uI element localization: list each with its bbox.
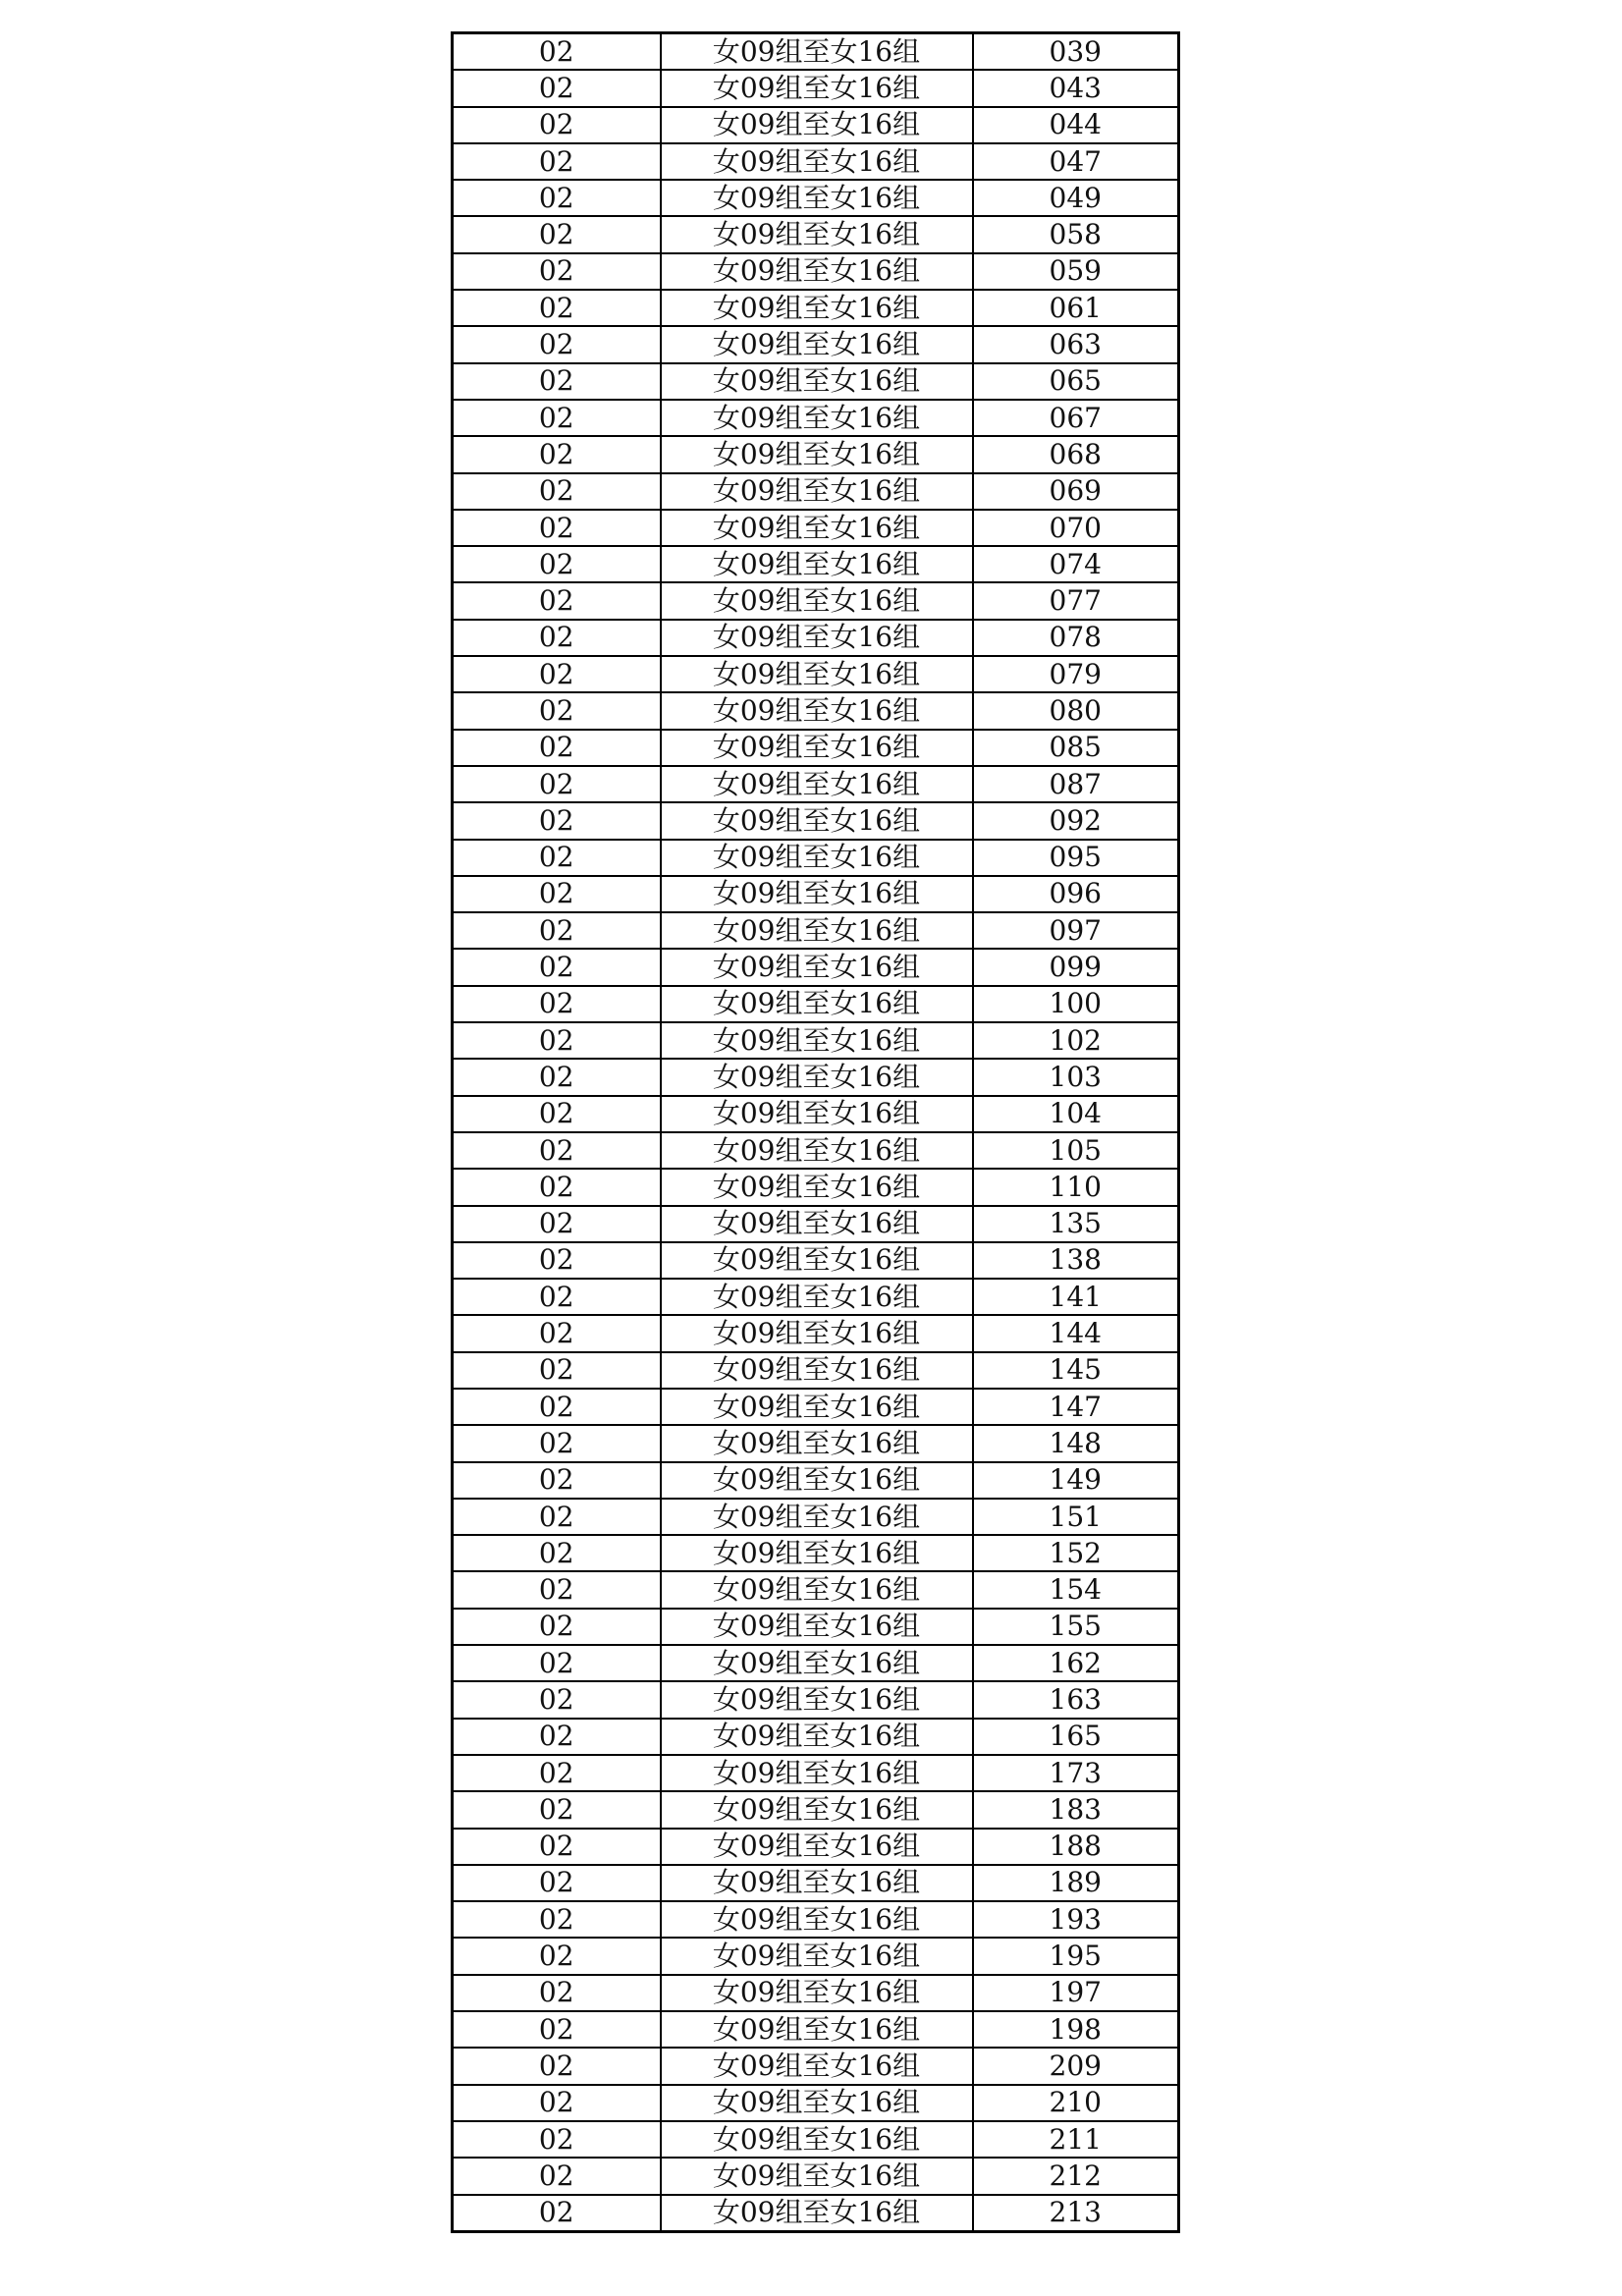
table-row bbox=[453, 33, 1179, 71]
code-cell: 02 bbox=[453, 1242, 661, 1279]
table-row bbox=[453, 1206, 1179, 1242]
code-cell: 02 bbox=[453, 363, 661, 400]
group-cell: 女09组至女16组 bbox=[661, 802, 973, 839]
table-row bbox=[453, 1096, 1179, 1132]
number-cell: 104 bbox=[973, 1096, 1179, 1132]
group-cell: 女09组至女16组 bbox=[661, 620, 973, 656]
table-row bbox=[453, 253, 1179, 290]
table-row bbox=[453, 582, 1179, 619]
number-cell: 103 bbox=[973, 1059, 1179, 1095]
table-row bbox=[453, 510, 1179, 546]
code-cell: 02 bbox=[453, 290, 661, 326]
code-cell: 02 bbox=[453, 400, 661, 436]
code-cell: 02 bbox=[453, 949, 661, 985]
number-cell: 135 bbox=[973, 1206, 1179, 1242]
code-cell: 02 bbox=[453, 1535, 661, 1571]
number-cell: 085 bbox=[973, 730, 1179, 766]
number-cell: 079 bbox=[973, 656, 1179, 692]
number-cell: 154 bbox=[973, 1571, 1179, 1608]
group-cell: 女09组至女16组 bbox=[661, 1169, 973, 1205]
group-cell: 女09组至女16组 bbox=[661, 730, 973, 766]
number-cell: 049 bbox=[973, 180, 1179, 216]
table-row bbox=[453, 1865, 1179, 1901]
code-cell: 02 bbox=[453, 33, 661, 71]
table-row bbox=[453, 143, 1179, 180]
table-row bbox=[453, 1279, 1179, 1315]
code-cell: 02 bbox=[453, 1389, 661, 1425]
table-row bbox=[453, 70, 1179, 106]
code-cell: 02 bbox=[453, 1352, 661, 1389]
code-cell: 02 bbox=[453, 2011, 661, 2048]
group-cell: 女09组至女16组 bbox=[661, 1425, 973, 1461]
table-row bbox=[453, 656, 1179, 692]
group-cell: 女09组至女16组 bbox=[661, 70, 973, 106]
data-table bbox=[451, 31, 1180, 2233]
group-cell: 女09组至女16组 bbox=[661, 2121, 973, 2158]
code-cell: 02 bbox=[453, 473, 661, 510]
code-cell: 02 bbox=[453, 730, 661, 766]
number-cell: 097 bbox=[973, 912, 1179, 949]
table-row bbox=[453, 2048, 1179, 2084]
table-row bbox=[453, 107, 1179, 143]
table-row bbox=[453, 1169, 1179, 1205]
code-cell: 02 bbox=[453, 1462, 661, 1499]
number-cell: 070 bbox=[973, 510, 1179, 546]
number-cell: 138 bbox=[973, 1242, 1179, 1279]
group-cell: 女09组至女16组 bbox=[661, 436, 973, 472]
group-cell: 女09组至女16组 bbox=[661, 2048, 973, 2084]
code-cell: 02 bbox=[453, 1755, 661, 1791]
table-row bbox=[453, 730, 1179, 766]
table-row bbox=[453, 1938, 1179, 1974]
table-row bbox=[453, 1022, 1179, 1059]
table-row bbox=[453, 876, 1179, 912]
table-row bbox=[453, 949, 1179, 985]
table-row bbox=[453, 2158, 1179, 2194]
table-row bbox=[453, 1901, 1179, 1938]
code-cell: 02 bbox=[453, 546, 661, 582]
group-cell: 女09组至女16组 bbox=[661, 1901, 973, 1938]
group-cell: 女09组至女16组 bbox=[661, 1352, 973, 1389]
code-cell: 02 bbox=[453, 802, 661, 839]
code-cell: 02 bbox=[453, 326, 661, 362]
code-cell: 02 bbox=[453, 2195, 661, 2232]
number-cell: 152 bbox=[973, 1535, 1179, 1571]
number-cell: 039 bbox=[973, 33, 1179, 71]
number-cell: 141 bbox=[973, 1279, 1179, 1315]
table-row bbox=[453, 180, 1179, 216]
group-cell: 女09组至女16组 bbox=[661, 290, 973, 326]
code-cell: 02 bbox=[453, 582, 661, 619]
group-cell: 女09组至女16组 bbox=[661, 1242, 973, 1279]
code-cell: 02 bbox=[453, 436, 661, 472]
number-cell: 044 bbox=[973, 107, 1179, 143]
code-cell: 02 bbox=[453, 656, 661, 692]
table-row bbox=[453, 766, 1179, 802]
table-row bbox=[453, 620, 1179, 656]
number-cell: 047 bbox=[973, 143, 1179, 180]
code-cell: 02 bbox=[453, 1791, 661, 1828]
group-cell: 女09组至女16组 bbox=[661, 1462, 973, 1499]
group-cell: 女09组至女16组 bbox=[661, 1645, 973, 1681]
number-cell: 099 bbox=[973, 949, 1179, 985]
table-row bbox=[453, 473, 1179, 510]
code-cell: 02 bbox=[453, 1425, 661, 1461]
number-cell: 059 bbox=[973, 253, 1179, 290]
table-body bbox=[453, 33, 1179, 2232]
group-cell: 女09组至女16组 bbox=[661, 107, 973, 143]
number-cell: 074 bbox=[973, 546, 1179, 582]
table-row bbox=[453, 2121, 1179, 2158]
number-cell: 069 bbox=[973, 473, 1179, 510]
group-cell: 女09组至女16组 bbox=[661, 2158, 973, 2194]
group-cell: 女09组至女16组 bbox=[661, 1499, 973, 1535]
group-cell: 女09组至女16组 bbox=[661, 1829, 973, 1865]
group-cell: 女09组至女16组 bbox=[661, 253, 973, 290]
number-cell: 043 bbox=[973, 70, 1179, 106]
table-row bbox=[453, 1059, 1179, 1095]
group-cell: 女09组至女16组 bbox=[661, 1022, 973, 1059]
number-cell: 163 bbox=[973, 1681, 1179, 1718]
group-cell: 女09组至女16组 bbox=[661, 766, 973, 802]
number-cell: 149 bbox=[973, 1462, 1179, 1499]
code-cell: 02 bbox=[453, 70, 661, 106]
table-row bbox=[453, 1975, 1179, 2011]
table-row bbox=[453, 1645, 1179, 1681]
group-cell: 女09组至女16组 bbox=[661, 1571, 973, 1608]
table-row bbox=[453, 1132, 1179, 1169]
number-cell: 173 bbox=[973, 1755, 1179, 1791]
group-cell: 女09组至女16组 bbox=[661, 1755, 973, 1791]
number-cell: 067 bbox=[973, 400, 1179, 436]
code-cell: 02 bbox=[453, 620, 661, 656]
number-cell: 058 bbox=[973, 216, 1179, 252]
group-cell: 女09组至女16组 bbox=[661, 216, 973, 252]
group-cell: 女09组至女16组 bbox=[661, 582, 973, 619]
code-cell: 02 bbox=[453, 1938, 661, 1974]
number-cell: 195 bbox=[973, 1938, 1179, 1974]
table-row bbox=[453, 1242, 1179, 1279]
number-cell: 183 bbox=[973, 1791, 1179, 1828]
group-cell: 女09组至女16组 bbox=[661, 2195, 973, 2232]
code-cell: 02 bbox=[453, 1315, 661, 1351]
table-row bbox=[453, 1499, 1179, 1535]
code-cell: 02 bbox=[453, 143, 661, 180]
group-cell: 女09组至女16组 bbox=[661, 180, 973, 216]
code-cell: 02 bbox=[453, 1609, 661, 1645]
code-cell: 02 bbox=[453, 1829, 661, 1865]
number-cell: 100 bbox=[973, 986, 1179, 1022]
code-cell: 02 bbox=[453, 692, 661, 729]
table-row bbox=[453, 1829, 1179, 1865]
number-cell: 061 bbox=[973, 290, 1179, 326]
group-cell: 女09组至女16组 bbox=[661, 1609, 973, 1645]
table-row bbox=[453, 1681, 1179, 1718]
table-row bbox=[453, 1719, 1179, 1755]
number-cell: 155 bbox=[973, 1609, 1179, 1645]
group-cell: 女09组至女16组 bbox=[661, 1059, 973, 1095]
code-cell: 02 bbox=[453, 986, 661, 1022]
code-cell: 02 bbox=[453, 766, 661, 802]
number-cell: 080 bbox=[973, 692, 1179, 729]
code-cell: 02 bbox=[453, 1645, 661, 1681]
table-row bbox=[453, 2085, 1179, 2121]
code-cell: 02 bbox=[453, 510, 661, 546]
group-cell: 女09组至女16组 bbox=[661, 986, 973, 1022]
number-cell: 188 bbox=[973, 1829, 1179, 1865]
table-row bbox=[453, 1425, 1179, 1461]
group-cell: 女09组至女16组 bbox=[661, 1681, 973, 1718]
group-cell: 女09组至女16组 bbox=[661, 33, 973, 71]
group-cell: 女09组至女16组 bbox=[661, 840, 973, 876]
code-cell: 02 bbox=[453, 107, 661, 143]
number-cell: 068 bbox=[973, 436, 1179, 472]
table-row bbox=[453, 1571, 1179, 1608]
number-cell: 087 bbox=[973, 766, 1179, 802]
code-cell: 02 bbox=[453, 1719, 661, 1755]
number-cell: 165 bbox=[973, 1719, 1179, 1755]
group-cell: 女09组至女16组 bbox=[661, 2085, 973, 2121]
number-cell: 189 bbox=[973, 1865, 1179, 1901]
code-cell: 02 bbox=[453, 1059, 661, 1095]
code-cell: 02 bbox=[453, 1022, 661, 1059]
code-cell: 02 bbox=[453, 1169, 661, 1205]
group-cell: 女09组至女16组 bbox=[661, 692, 973, 729]
number-cell: 096 bbox=[973, 876, 1179, 912]
code-cell: 02 bbox=[453, 912, 661, 949]
number-cell: 198 bbox=[973, 2011, 1179, 2048]
table-row bbox=[453, 2011, 1179, 2048]
number-cell: 092 bbox=[973, 802, 1179, 839]
table-row bbox=[453, 1609, 1179, 1645]
number-cell: 095 bbox=[973, 840, 1179, 876]
code-cell: 02 bbox=[453, 1206, 661, 1242]
code-cell: 02 bbox=[453, 180, 661, 216]
table-row bbox=[453, 1535, 1179, 1571]
group-cell: 女09组至女16组 bbox=[661, 143, 973, 180]
code-cell: 02 bbox=[453, 1096, 661, 1132]
table-row bbox=[453, 546, 1179, 582]
number-cell: 193 bbox=[973, 1901, 1179, 1938]
number-cell: 077 bbox=[973, 582, 1179, 619]
table-row bbox=[453, 400, 1179, 436]
number-cell: 151 bbox=[973, 1499, 1179, 1535]
group-cell: 女09组至女16组 bbox=[661, 546, 973, 582]
number-cell: 105 bbox=[973, 1132, 1179, 1169]
group-cell: 女09组至女16组 bbox=[661, 1279, 973, 1315]
group-cell: 女09组至女16组 bbox=[661, 949, 973, 985]
number-cell: 078 bbox=[973, 620, 1179, 656]
number-cell: 102 bbox=[973, 1022, 1179, 1059]
code-cell: 02 bbox=[453, 253, 661, 290]
table-row bbox=[453, 326, 1179, 362]
group-cell: 女09组至女16组 bbox=[661, 1865, 973, 1901]
number-cell: 212 bbox=[973, 2158, 1179, 2194]
number-cell: 063 bbox=[973, 326, 1179, 362]
table-row bbox=[453, 2195, 1179, 2232]
number-cell: 213 bbox=[973, 2195, 1179, 2232]
number-cell: 110 bbox=[973, 1169, 1179, 1205]
group-cell: 女09组至女16组 bbox=[661, 1975, 973, 2011]
number-cell: 144 bbox=[973, 1315, 1179, 1351]
group-cell: 女09组至女16组 bbox=[661, 400, 973, 436]
table-row bbox=[453, 1352, 1179, 1389]
code-cell: 02 bbox=[453, 2048, 661, 2084]
code-cell: 02 bbox=[453, 876, 661, 912]
code-cell: 02 bbox=[453, 216, 661, 252]
table-row bbox=[453, 1791, 1179, 1828]
number-cell: 210 bbox=[973, 2085, 1179, 2121]
group-cell: 女09组至女16组 bbox=[661, 1096, 973, 1132]
number-cell: 197 bbox=[973, 1975, 1179, 2011]
table-row bbox=[453, 1389, 1179, 1425]
table-row bbox=[453, 692, 1179, 729]
table-row bbox=[453, 1462, 1179, 1499]
group-cell: 女09组至女16组 bbox=[661, 1206, 973, 1242]
group-cell: 女09组至女16组 bbox=[661, 1791, 973, 1828]
table-row bbox=[453, 1315, 1179, 1351]
table-row bbox=[453, 912, 1179, 949]
group-cell: 女09组至女16组 bbox=[661, 326, 973, 362]
code-cell: 02 bbox=[453, 1132, 661, 1169]
number-cell: 211 bbox=[973, 2121, 1179, 2158]
group-cell: 女09组至女16组 bbox=[661, 1719, 973, 1755]
number-cell: 162 bbox=[973, 1645, 1179, 1681]
number-cell: 145 bbox=[973, 1352, 1179, 1389]
code-cell: 02 bbox=[453, 2121, 661, 2158]
number-cell: 148 bbox=[973, 1425, 1179, 1461]
number-cell: 209 bbox=[973, 2048, 1179, 2084]
group-cell: 女09组至女16组 bbox=[661, 510, 973, 546]
table-row bbox=[453, 1755, 1179, 1791]
group-cell: 女09组至女16组 bbox=[661, 1315, 973, 1351]
group-cell: 女09组至女16组 bbox=[661, 656, 973, 692]
group-cell: 女09组至女16组 bbox=[661, 1132, 973, 1169]
group-cell: 女09组至女16组 bbox=[661, 1938, 973, 1974]
table-row bbox=[453, 290, 1179, 326]
code-cell: 02 bbox=[453, 1901, 661, 1938]
code-cell: 02 bbox=[453, 1279, 661, 1315]
table-row bbox=[453, 802, 1179, 839]
table-row bbox=[453, 986, 1179, 1022]
code-cell: 02 bbox=[453, 2085, 661, 2121]
group-cell: 女09组至女16组 bbox=[661, 363, 973, 400]
number-cell: 065 bbox=[973, 363, 1179, 400]
code-cell: 02 bbox=[453, 1975, 661, 2011]
group-cell: 女09组至女16组 bbox=[661, 2011, 973, 2048]
code-cell: 02 bbox=[453, 1865, 661, 1901]
group-cell: 女09组至女16组 bbox=[661, 1389, 973, 1425]
table-row bbox=[453, 840, 1179, 876]
group-cell: 女09组至女16组 bbox=[661, 473, 973, 510]
group-cell: 女09组至女16组 bbox=[661, 912, 973, 949]
table-row bbox=[453, 436, 1179, 472]
code-cell: 02 bbox=[453, 1571, 661, 1608]
table-row bbox=[453, 216, 1179, 252]
code-cell: 02 bbox=[453, 1681, 661, 1718]
code-cell: 02 bbox=[453, 1499, 661, 1535]
number-cell: 147 bbox=[973, 1389, 1179, 1425]
code-cell: 02 bbox=[453, 2158, 661, 2194]
code-cell: 02 bbox=[453, 840, 661, 876]
group-cell: 女09组至女16组 bbox=[661, 1535, 973, 1571]
group-cell: 女09组至女16组 bbox=[661, 876, 973, 912]
table-row bbox=[453, 363, 1179, 400]
